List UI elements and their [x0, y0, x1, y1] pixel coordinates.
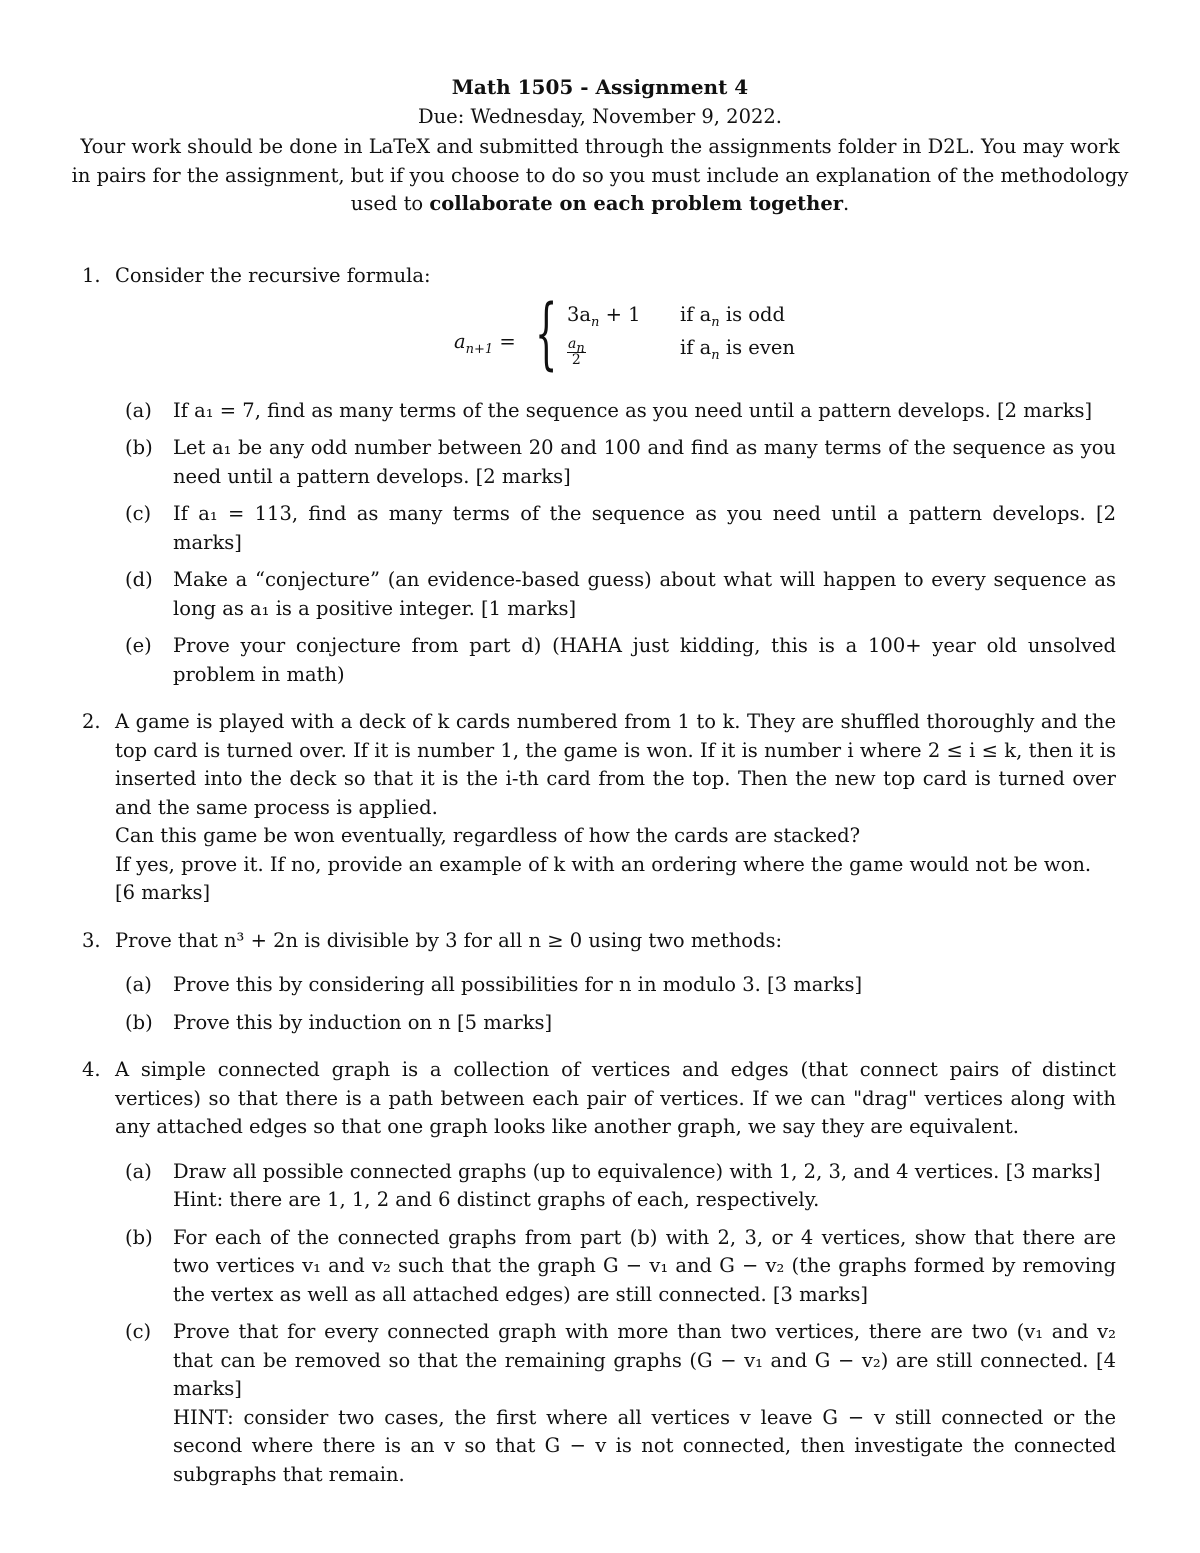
recursive-formula	[115, 288, 1116, 383]
problem-question: Can this game be won eventually, regardless of how the cards are stacked?	[115, 824, 861, 847]
problem-text: A game is played with a deck of k cards numbered from 1 to k. They are shuffled thoroughly and the top card is turned over. If it is number 1, the game is won. If it is number i where 2 ≤ i ≤ k, then it is inserted into the deck so that it is the i-th card from the top. Then the new top card is turned over and the same process is applied.	[115, 710, 1116, 819]
formula-case-even: $\frac{a_n}{2}$	[568, 335, 585, 368]
intro-end: .	[843, 192, 850, 215]
part-1d: (d) Make a “conjecture” (an evidence-based guess) about what will happen to every sequence as long as a₁ is a positive integer. [1 marks]	[125, 568, 1116, 620]
problem-instruction: If yes, prove it. If no, provide an example of k with an ordering where the game would not be won.	[115, 852, 1092, 876]
brace-glyph: {	[535, 288, 558, 379]
problem-1	[82, 262, 1116, 689]
part-3b: (b) Prove this by induction on n [5 marks]	[125, 1010, 553, 1034]
problem-list	[82, 262, 1116, 1489]
problem-number: 2.	[82, 710, 101, 733]
intro-emphasis: collaborate on each problem together	[429, 192, 844, 215]
formula-condition-odd: if $a_n$ is odd	[680, 302, 786, 330]
page-title: Math 1505 - Assignment 4	[451, 75, 749, 99]
formula-condition-even: if $a_n$ is even	[680, 335, 795, 363]
problem-4	[82, 1056, 1116, 1489]
part-1e: (e) Prove your conjecture from part d) (HAHA just kidding, this is a 100+ year old unsolved problem in math)	[125, 634, 1116, 686]
problem-number: 3.	[82, 928, 101, 952]
part-4a: (a) Draw all possible connected graphs (up to equivalence) with 1, 2, 3, and 4 vertices. [3 marks] Hint: there are 1, 1, 2 and 6 distinct graphs of each, respectively.	[125, 1159, 1101, 1211]
part-1b: (b) Let a₁ be any odd number between 20 and 100 and find as many terms of the sequence as you need until a pattern develops. [2 marks]	[125, 436, 1116, 488]
problem-3	[82, 927, 1116, 1038]
part-4b: (b) For each of the connected graphs from part (b) with 2, 3, or 4 vertices, show that there are two vertices v₁ and v₂ such that the graph G − v₁ and G − v₂ (the graphs formed by removing the vertex as well as all attached edges) are still connected. [3 marks]	[125, 1225, 1116, 1306]
problem-marks: [6 marks]	[115, 881, 211, 904]
problem-text: A simple connected graph is a collection of vertices and edges (that connect pairs of distinct vertices) so that there is a path between each pair of vertices. If we can "drag" vertices along with any attached edges so that one graph looks like another graph, we say they are equivalent.	[115, 1058, 1116, 1138]
formula-case-odd: $3a_n + 1$	[567, 302, 641, 330]
intro-text: Your work should be done in LaTeX and submitted through the assignments folder in D2L. You may work in pairs for the assignment, but if you choose to do so you must include an explanation of the methodology used to	[71, 135, 1129, 215]
part-3a: (a) Prove this by considering all possibilities for n in modulo 3. [3 marks]	[125, 973, 863, 996]
part-1a: (a) If a₁ = 7, find as many terms of the sequence as you need until a pattern develops. [2 marks]	[125, 398, 1093, 422]
due-date: Due: Wednesday, November 9, 2022.	[417, 105, 783, 128]
problem-2	[82, 708, 1116, 908]
problem-number: 4.	[82, 1058, 101, 1081]
part-1c: (c) If a₁ = 113, find as many terms of the sequence as you need until a pattern develops. [2 marks]	[125, 502, 1116, 554]
problem-text: Prove that n³ + 2n is divisible by 3 for all n ≥ 0 using two methods:	[115, 928, 783, 952]
intro-paragraph	[70, 133, 1130, 219]
problem-number: 1.	[82, 264, 101, 287]
problem-text: Consider the recursive formula:	[115, 264, 431, 287]
header	[70, 72, 1130, 219]
part-4c: (c) Prove that for every connected graph with more than two vertices, there are two (v₁ and v₂ that can be removed so that the remaining graphs (G − v₁ and G − v₂) are still connected. [4 marks] HINT: consider two cases, the first where all vertices v leave G − v still connected or the second where there is an v so that G − v is not connected, then investigate the connected subgraphs that remain.	[125, 1320, 1116, 1486]
formula-lhs: $a_{n+1}$ =	[454, 329, 516, 357]
